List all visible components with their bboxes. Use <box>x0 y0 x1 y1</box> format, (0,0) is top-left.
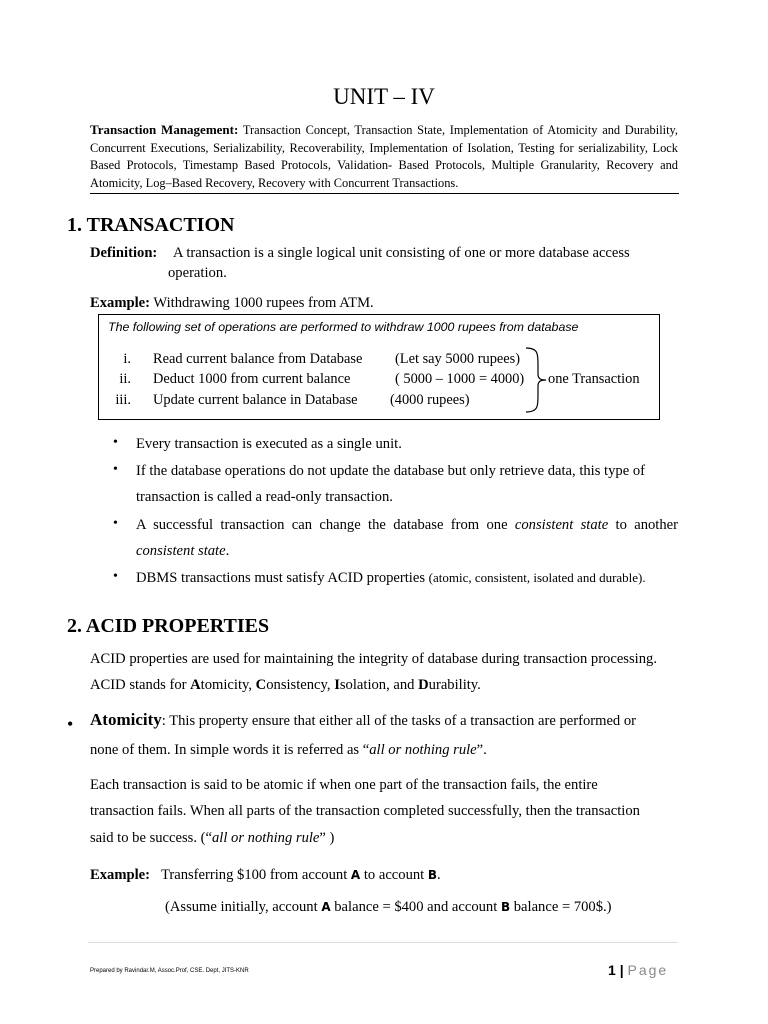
bullet-2-line-1: If the database operations do not update the database but only retrieve data, this type of <box>136 463 645 479</box>
atomicity-para-line-2: transaction fails. When all parts of the transaction completed successfully, then the transaction <box>90 803 640 819</box>
atomicity-example: Example: Transferring $100 from account A to account B. <box>90 867 441 883</box>
footer-page-number: 1 | Page <box>608 962 669 978</box>
footer-divider <box>88 942 678 943</box>
example-line <box>90 293 374 313</box>
bullet-3-line-1: A successful transaction can change the database from one consistent state to another <box>136 517 678 533</box>
example-text: Withdrawing 1000 rupees from ATM. <box>153 295 374 311</box>
curly-brace-icon <box>524 346 548 414</box>
acid-intro-line-2: ACID stands for Atomicity, Consistency, Isolation, and Durability. <box>90 677 481 693</box>
bullet-3-line-2: consistent state. <box>136 543 230 559</box>
bullet-2-line-2: transaction is called a read-only transaction. <box>136 489 393 505</box>
section-heading-transaction: 1. TRANSACTION <box>67 214 235 236</box>
op-num-3: iii. <box>115 392 131 408</box>
bullet-icon: • <box>113 435 118 450</box>
op-note-2: ( 5000 – 1000 = 4000) <box>395 371 525 387</box>
op-text-1: Read current balance from Database <box>153 351 363 367</box>
operations-box-caption: The following set of operations are performed to withdraw 1000 rupees from database <box>108 320 579 334</box>
bullet-icon: • <box>113 569 118 584</box>
page-title: UNIT – IV <box>333 84 435 109</box>
bullet-1: Every transaction is executed as a single unit. <box>136 436 402 452</box>
example-label: Example: <box>90 295 150 311</box>
op-num-1: i. <box>123 351 131 367</box>
atomicity-para-line-1: Each transaction is said to be atomic if when one part of the transaction fails, the entire <box>90 777 598 793</box>
bullet-icon: • <box>113 462 118 477</box>
summary-divider <box>90 193 679 194</box>
atomicity-assumption: (Assume initially, account A balance = $400 and account B balance = 700$.) <box>165 899 612 915</box>
op-num-2: ii. <box>119 371 131 387</box>
summary-text: Transaction Concept, Transaction State, Implementation of Atomicity and Durability, Concurrent Executions, Serializability, Recoverability, Implementation of Isolation, Testing for serializability, Lock Based Protocols, Timestamp Based Protocols, Validation- Based Protocols, Multiple Granularity, Recovery and Atomicity, Log–Based Recovery, Recovery with Concurrent Transactions. <box>90 123 679 190</box>
group-label: one Transaction <box>548 371 640 387</box>
definition-line-1: A transaction is a single logical unit consisting of one or more database access <box>173 245 630 261</box>
bullet-icon: • <box>113 516 118 531</box>
footer-author: Prepared by Ravindar.M, Assoc.Prof, CSE. Dept, JITS-KNR <box>90 968 249 974</box>
op-text-2: Deduct 1000 from current balance <box>153 371 351 387</box>
op-note-1: (Let say 5000 rupees) <box>395 351 521 367</box>
definition-line-2: operation. <box>168 265 227 281</box>
atomicity-line-2: none of them. In simple words it is referred as “all or nothing rule”. <box>90 742 487 758</box>
atomicity-para-line-3: said to be success. (“all or nothing rule” ) <box>90 830 335 846</box>
acid-intro-line-1: ACID properties are used for maintaining the integrity of database during transaction processing. <box>90 651 657 667</box>
op-text-3: Update current balance in Database <box>153 392 358 408</box>
atomicity-line-1: Atomicity: This property ensure that either all of the tasks of a transaction are performed or <box>90 710 637 729</box>
bullet-4: DBMS transactions must satisfy ACID properties (atomic, consistent, isolated and durable). <box>136 570 646 586</box>
op-note-3: (4000 rupees) <box>390 392 470 408</box>
summary-label: Transaction Management: <box>90 122 239 137</box>
definition-label: Definition: <box>90 245 158 261</box>
bullet-icon: • <box>67 714 74 734</box>
section-heading-acid: 2. ACID PROPERTIES <box>67 615 270 637</box>
unit-summary <box>90 121 678 192</box>
